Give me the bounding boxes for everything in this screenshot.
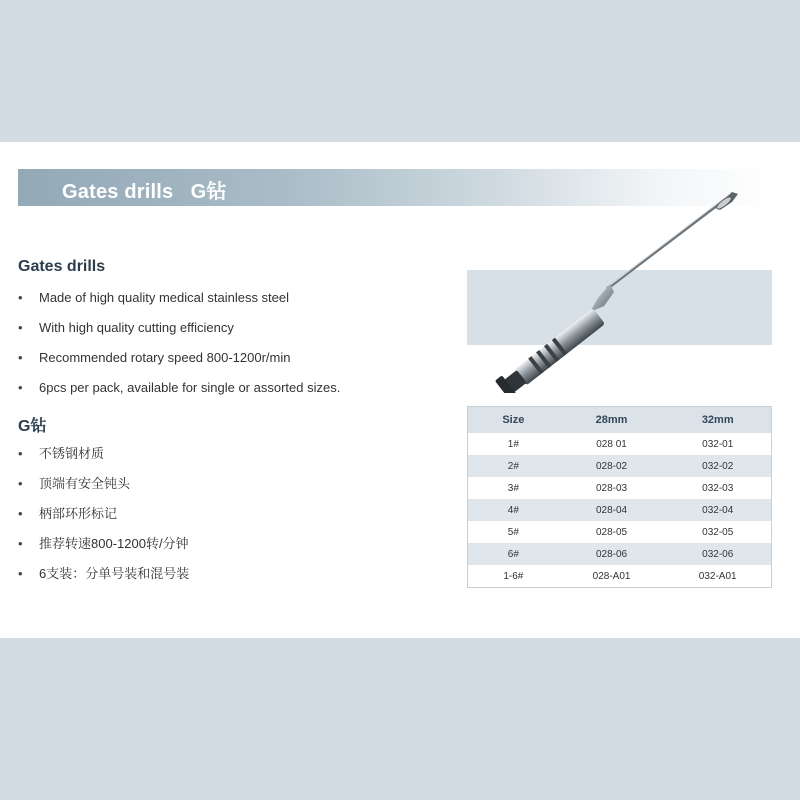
bullet-icon: •	[18, 506, 23, 521]
list-item	[18, 350, 340, 380]
bullet-icon: •	[18, 380, 23, 395]
code-32mm-cell: 032-03	[664, 477, 771, 499]
code-28mm-cell: 028-03	[559, 477, 665, 499]
code-32mm-cell: 032-04	[664, 499, 771, 521]
table-row	[468, 565, 772, 588]
list-item-text: Made of high quality medical stainless steel	[39, 290, 290, 305]
size-cell: 1-6#	[468, 565, 559, 588]
column-header-28mm: 28mm	[559, 407, 665, 434]
size-cell: 2#	[468, 455, 559, 477]
gates-drill-image	[488, 188, 748, 393]
code-32mm-cell: 032-05	[664, 521, 771, 543]
chinese-section-title: G钻	[18, 418, 47, 435]
banner-title: Gates drills G钻	[62, 181, 227, 203]
list-item	[18, 476, 189, 506]
list-item	[18, 446, 189, 476]
list-item-text: 不锈钢材质	[39, 446, 105, 461]
code-28mm-cell: 028-02	[559, 455, 665, 477]
code-32mm-cell: 032-A01	[664, 565, 771, 588]
bullet-icon: •	[18, 566, 23, 581]
list-item-text: With high quality cutting efficiency	[39, 320, 234, 335]
size-cell: 5#	[468, 521, 559, 543]
size-cell: 6#	[468, 543, 559, 565]
list-item	[18, 290, 340, 320]
table-row	[468, 499, 772, 521]
chinese-feature-list	[18, 446, 189, 596]
size-cell: 3#	[468, 477, 559, 499]
bullet-icon: •	[18, 536, 23, 551]
table-row	[468, 543, 772, 565]
bottom-background-band	[0, 638, 800, 800]
code-28mm-cell: 028-A01	[559, 565, 665, 588]
list-item-text: Recommended rotary speed 800-1200r/min	[39, 350, 291, 365]
code-28mm-cell: 028-04	[559, 499, 665, 521]
english-feature-list	[18, 290, 340, 410]
code-32mm-cell: 032-02	[664, 455, 771, 477]
list-item	[18, 566, 189, 596]
list-item	[18, 320, 340, 350]
list-item-text: 顶端有安全钝头	[39, 476, 131, 491]
table-row	[468, 477, 772, 499]
size-cell: 1#	[468, 433, 559, 455]
bullet-icon: •	[18, 476, 23, 491]
size-table	[467, 406, 772, 588]
list-item-text: 柄部环形标记	[39, 506, 118, 521]
english-section-title: Gates drills	[18, 258, 106, 275]
list-item	[18, 506, 189, 536]
bullet-icon: •	[18, 290, 23, 305]
list-item-text: 6pcs per pack, available for single or assorted sizes.	[39, 380, 341, 395]
list-item-text: 推荐转速800-1200转/分钟	[39, 536, 189, 551]
column-header-size: Size	[468, 407, 559, 434]
list-item	[18, 380, 340, 410]
column-header-32mm: 32mm	[664, 407, 771, 434]
table-row	[468, 521, 772, 543]
code-32mm-cell: 032-01	[664, 433, 771, 455]
code-28mm-cell: 028 01	[559, 433, 665, 455]
table-header-row	[468, 407, 772, 434]
size-cell: 4#	[468, 499, 559, 521]
bullet-icon: •	[18, 446, 23, 461]
code-28mm-cell: 028-05	[559, 521, 665, 543]
top-background-band	[0, 0, 800, 142]
code-32mm-cell: 032-06	[664, 543, 771, 565]
list-item-text: 6支装：分单号装和混号装	[39, 566, 190, 581]
bullet-icon: •	[18, 350, 23, 365]
code-28mm-cell: 028-06	[559, 543, 665, 565]
table-row	[468, 455, 772, 477]
table-row	[468, 433, 772, 455]
list-item	[18, 536, 189, 566]
bullet-icon: •	[18, 320, 23, 335]
